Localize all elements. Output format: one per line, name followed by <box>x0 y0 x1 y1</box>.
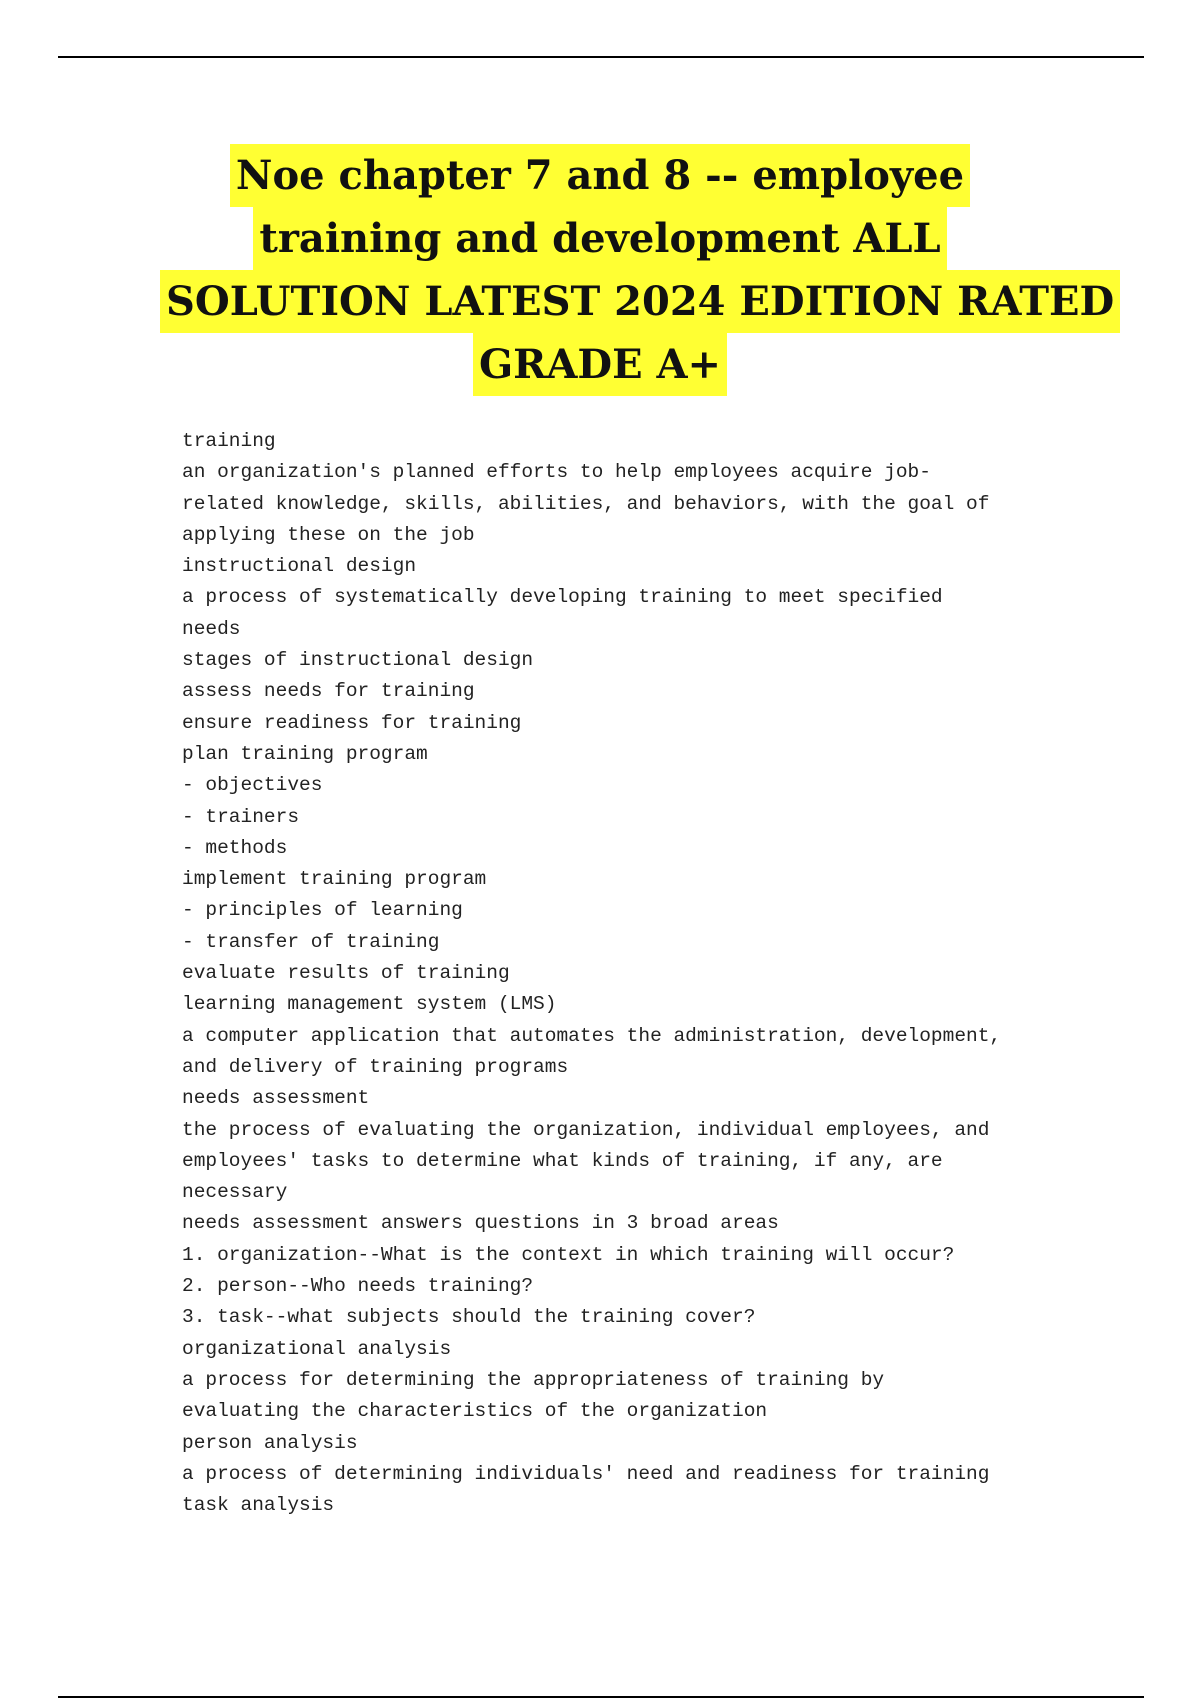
text-line: instructional design <box>182 555 417 578</box>
document-title <box>160 144 1115 396</box>
text-line: evaluate results of training <box>182 962 510 985</box>
text-line: ensure readiness for training <box>182 711 522 734</box>
text-line: implement training program <box>182 868 487 891</box>
text-line: evaluating the characteristics of the organization <box>182 1400 768 1423</box>
text-line: - principles of learning <box>182 899 463 922</box>
text-line: related knowledge, skills, abilities, and behaviors, with the goal of <box>182 492 990 515</box>
text-line: necessary <box>182 1181 288 1204</box>
text-line: a process of determining individuals' need and readiness for training <box>182 1462 990 1485</box>
top-divider <box>58 56 1144 58</box>
text-line: 2. person--Who needs training? <box>182 1275 534 1298</box>
text-line: applying these on the job <box>182 523 475 546</box>
text-line: employees' tasks to determine what kinds of training, if any, are <box>182 1149 943 1172</box>
text-line: a process of systematically developing training to meet specified <box>182 586 943 609</box>
text-line: a process for determining the appropriateness of training by <box>182 1368 885 1391</box>
text-line: needs assessment answers questions in 3 broad areas <box>182 1212 779 1235</box>
text-line: - methods <box>182 836 288 859</box>
text-line: organizational analysis <box>182 1337 452 1360</box>
text-line: - trainers <box>182 805 300 828</box>
text-line: the process of evaluating the organization, individual employees, and <box>182 1118 990 1141</box>
text-line: 1. organization--What is the context in which training will occur? <box>182 1243 955 1266</box>
text-line: needs assessment <box>182 1087 370 1110</box>
title-line: Noe chapter 7 and 8 -- employee <box>230 144 970 207</box>
text-line: and delivery of training programs <box>182 1055 569 1078</box>
title-line: GRADE A+ <box>473 333 727 396</box>
document-body <box>182 426 1082 1521</box>
text-line: needs <box>182 617 241 640</box>
text-line: an organization's planned efforts to help employees acquire job- <box>182 461 931 484</box>
text-line: a computer application that automates the administration, development, <box>182 1024 1002 1047</box>
bottom-divider <box>58 1696 1144 1698</box>
text-line: person analysis <box>182 1431 358 1454</box>
text-line: 3. task--what subjects should the training cover? <box>182 1306 756 1329</box>
title-line: training and development ALL <box>253 207 946 270</box>
text-line: assess needs for training <box>182 680 475 703</box>
text-line: training <box>182 430 276 452</box>
text-line: - objectives <box>182 774 323 797</box>
text-line: learning management system (LMS) <box>182 993 557 1016</box>
title-line: SOLUTION LATEST 2024 EDITION RATED <box>160 270 1120 333</box>
text-line: stages of instructional design <box>182 649 534 672</box>
text-line: - transfer of training <box>182 930 440 953</box>
text-line: plan training program <box>182 742 428 765</box>
text-line: task analysis <box>182 1494 335 1517</box>
